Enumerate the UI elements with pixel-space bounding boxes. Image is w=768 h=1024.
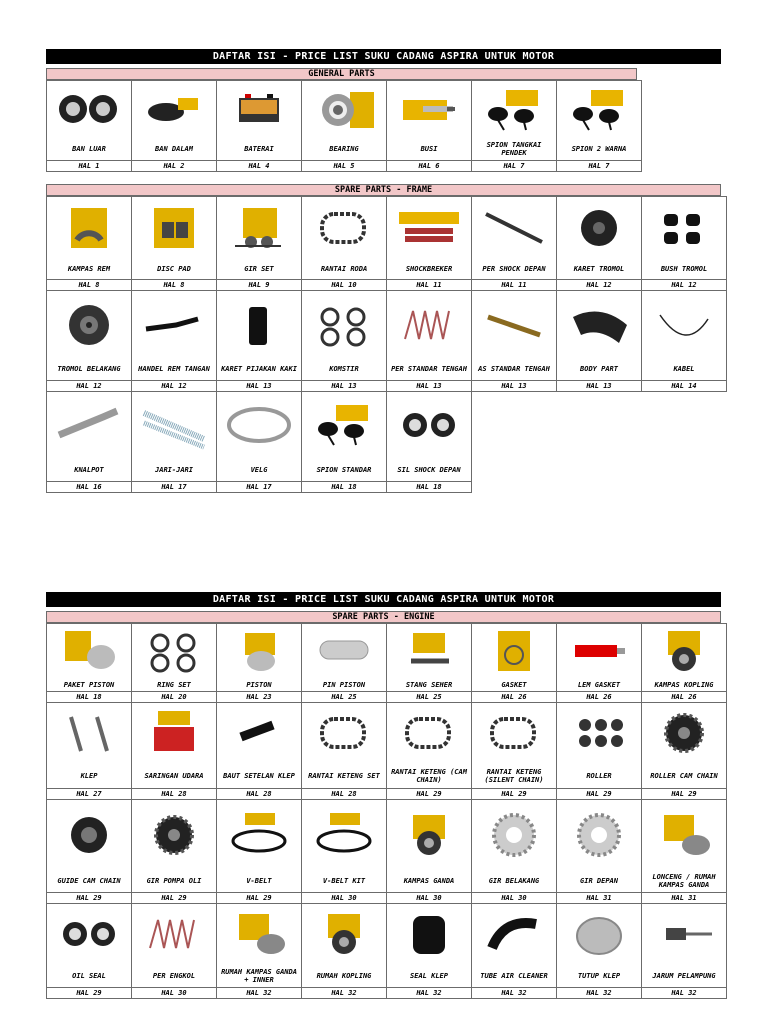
belt-icon <box>217 800 301 869</box>
part-name: RING SET <box>157 680 191 689</box>
part-cell <box>472 623 557 703</box>
part-cell <box>217 196 302 291</box>
part-name: KNALPOT <box>74 465 104 474</box>
page-ref: HAL 2 <box>132 160 216 171</box>
chain-icon <box>302 197 386 258</box>
grid-row <box>47 196 727 291</box>
air-filter-icon <box>132 703 216 763</box>
part-cell <box>557 80 642 172</box>
part-name: ROLLER CAM CHAIN <box>650 771 718 780</box>
page-ref: HAL 7 <box>557 160 641 171</box>
page-ref: HAL 30 <box>302 892 386 903</box>
part-cell <box>557 291 642 392</box>
part-cell <box>472 800 557 904</box>
part-name: PISTON <box>246 680 272 689</box>
part-cell <box>557 196 642 291</box>
clutch-bell-icon <box>217 904 301 964</box>
page-ref: HAL 12 <box>557 279 641 290</box>
part-cell <box>642 703 727 800</box>
part-name: BAN LUAR <box>72 145 106 153</box>
part-name: KARET PIJAKAN KAKI <box>221 365 297 373</box>
sprocket-set-icon <box>217 197 301 258</box>
part-name: KARET TROMOL <box>573 264 625 273</box>
page-ref: HAL 14 <box>642 380 726 391</box>
part-name: KLEP <box>80 771 98 780</box>
drum-icon <box>47 291 131 358</box>
part-cell <box>472 291 557 392</box>
ring-set-icon <box>132 624 216 678</box>
part-cell <box>47 196 132 291</box>
grid-row <box>47 800 727 904</box>
part-cell <box>217 904 302 999</box>
part-cell <box>217 80 302 172</box>
part-cell <box>47 904 132 999</box>
part-name: V-BELT <box>246 876 272 885</box>
page-ref: HAL 11 <box>472 279 556 290</box>
part-name: GASKET <box>501 680 527 689</box>
part-name: GIR POMPA OLI <box>146 876 202 885</box>
part-name: RANTAI KETENG (SILENT CHAIN) <box>484 767 544 784</box>
body-part-icon <box>557 291 641 358</box>
gear-icon <box>132 800 216 869</box>
page-ref: HAL 32 <box>217 987 301 998</box>
foot-rubber-icon <box>217 291 301 358</box>
part-name: BODY PART <box>580 365 618 373</box>
page-title: DAFTAR ISI - PRICE LIST SUKU CADANG ASPIRA UNTUK MOTOR <box>46 49 721 64</box>
part-name: TROMOL BELAKANG <box>57 365 121 373</box>
part-cell <box>387 80 472 172</box>
glue-tube-icon <box>557 624 641 678</box>
part-cell <box>132 392 217 493</box>
part-name: HANDEL REM TANGAN <box>138 365 210 373</box>
page-ref: HAL 32 <box>302 987 386 998</box>
page-ref: HAL 32 <box>557 987 641 998</box>
gasket-icon <box>472 624 556 678</box>
page-ref: HAL 13 <box>302 380 386 391</box>
rubber-damper-icon <box>557 197 641 258</box>
part-name: KAMPAS KOPLING <box>654 680 714 689</box>
page-ref: HAL 29 <box>47 892 131 903</box>
page-ref: HAL 16 <box>47 481 131 492</box>
part-cell <box>217 392 302 493</box>
page-ref: HAL 31 <box>642 892 726 903</box>
part-name: BAUT SETELAN KLEP <box>223 771 295 780</box>
mirror-icon <box>302 392 386 458</box>
part-name: BAN DALAM <box>155 145 193 153</box>
part-cell <box>642 623 727 703</box>
bolt-icon <box>217 703 301 763</box>
part-name: SHOCKBREKER <box>405 264 453 273</box>
page-ref: HAL 31 <box>557 892 641 903</box>
page-ref: HAL 29 <box>47 987 131 998</box>
page-ref: HAL 25 <box>302 691 386 702</box>
ring-set-icon <box>302 291 386 358</box>
part-cell <box>132 623 217 703</box>
part-name: KOMSTIR <box>329 365 359 373</box>
part-name: JARUM PELAMPUNG <box>652 971 716 980</box>
mirror-icon <box>472 81 556 138</box>
section-header-frame: SPARE PARTS - FRAME <box>46 184 721 196</box>
part-name: BEARING <box>329 145 359 153</box>
part-name: SEAL KLEP <box>410 971 448 980</box>
part-name: GIR BELAKANG <box>488 876 540 885</box>
part-name: LONCENG / RUMAH KAMPAS GANDA <box>652 872 716 889</box>
part-name: SPION TANGKAI PENDEK <box>486 141 542 157</box>
clutch-plate-icon <box>302 904 386 964</box>
pin-icon <box>302 624 386 678</box>
part-name: STANG SEHER <box>405 680 453 689</box>
page-ref: HAL 30 <box>132 987 216 998</box>
bush-icon <box>642 197 726 258</box>
part-cell <box>642 291 727 392</box>
part-name: AS STANDAR TENGAH <box>478 365 550 373</box>
part-name: JARI-JARI <box>155 465 193 474</box>
page-ref: HAL 32 <box>642 987 726 998</box>
conrod-icon <box>387 624 471 678</box>
part-cell <box>217 291 302 392</box>
part-name: RUMAH KAMPAS GANDA + INNER <box>221 967 297 984</box>
part-cell <box>557 904 642 999</box>
part-cell <box>387 703 472 800</box>
page-ref: HAL 17 <box>132 481 216 492</box>
valve-icon <box>47 703 131 763</box>
page-ref: HAL 28 <box>217 788 301 799</box>
page-ref: HAL 4 <box>217 160 301 171</box>
page-ref: HAL 20 <box>132 691 216 702</box>
page-ref: HAL 5 <box>302 160 386 171</box>
grid-row <box>47 623 727 703</box>
part-cell <box>302 904 387 999</box>
part-cell <box>47 291 132 392</box>
part-name: V-BELT KIT <box>322 876 366 885</box>
axle-icon <box>472 291 556 358</box>
page-ref: HAL 23 <box>217 691 301 702</box>
page-ref: HAL 29 <box>472 788 556 799</box>
bearing-icon <box>302 81 386 138</box>
part-cell <box>47 623 132 703</box>
part-name: KAMPAS REM <box>67 264 111 273</box>
part-name: DISC PAD <box>157 264 191 273</box>
page-ref: HAL 28 <box>132 788 216 799</box>
part-name: SPION STANDAR <box>316 465 372 474</box>
page-ref: HAL 18 <box>47 691 131 702</box>
rod-icon <box>472 197 556 258</box>
part-name: LEM GASKET <box>577 680 621 689</box>
page-ref: HAL 13 <box>217 380 301 391</box>
section-header-engine: SPARE PARTS - ENGINE <box>46 611 721 623</box>
sprocket-icon <box>472 800 556 869</box>
part-cell <box>642 196 727 291</box>
belt-icon <box>302 800 386 869</box>
grid-row <box>47 80 642 172</box>
part-cell <box>132 904 217 999</box>
page-ref: HAL 32 <box>387 987 471 998</box>
page-ref: HAL 26 <box>472 691 556 702</box>
part-cell <box>557 623 642 703</box>
page-ref: HAL 12 <box>132 380 216 391</box>
part-name: PER ENGKOL <box>152 971 196 980</box>
page-ref: HAL 1 <box>47 160 131 171</box>
page-ref: HAL 28 <box>302 788 386 799</box>
page-ref: HAL 30 <box>472 892 556 903</box>
cap-icon <box>557 904 641 964</box>
page-ref: HAL 26 <box>642 691 726 702</box>
part-cell <box>47 80 132 172</box>
part-cell <box>132 196 217 291</box>
page-ref: HAL 11 <box>387 279 471 290</box>
part-name: GIR SET <box>244 264 274 273</box>
page-ref: HAL 29 <box>642 788 726 799</box>
spring-icon <box>132 904 216 964</box>
part-name: PIN PISTON <box>322 680 366 689</box>
part-name: OIL SEAL <box>72 971 106 980</box>
part-cell <box>387 196 472 291</box>
page-ref: HAL 13 <box>472 380 556 391</box>
tire-icon <box>47 81 131 138</box>
part-cell <box>302 291 387 392</box>
part-name: RANTAI KETENG (CAM CHAIN) <box>391 767 467 784</box>
general-parts-grid <box>46 80 642 172</box>
disc-pad-icon <box>132 197 216 258</box>
part-cell <box>472 904 557 999</box>
lever-icon <box>132 291 216 358</box>
page-ref: HAL 7 <box>472 160 556 171</box>
piston-kit-icon <box>47 624 131 678</box>
part-cell <box>472 703 557 800</box>
part-name: ROLLER <box>586 771 612 780</box>
grid-row <box>47 904 727 999</box>
part-cell <box>472 196 557 291</box>
page-ref: HAL 18 <box>387 481 471 492</box>
seal-icon <box>387 392 471 458</box>
part-name: RANTAI KETENG SET <box>308 771 380 780</box>
grid-row <box>47 703 727 800</box>
part-name: TUTUP KLEP <box>577 971 621 980</box>
page-ref: HAL 10 <box>302 279 386 290</box>
hose-icon <box>472 904 556 964</box>
part-cell <box>302 196 387 291</box>
page-ref: HAL 27 <box>47 788 131 799</box>
clutch-plate-icon <box>642 624 726 678</box>
part-cell <box>387 904 472 999</box>
shock-absorber-icon <box>387 197 471 258</box>
exhaust-icon <box>47 392 131 458</box>
rim-icon <box>217 392 301 458</box>
chain-icon <box>302 703 386 763</box>
chain-icon <box>387 703 471 763</box>
frame-parts-grid <box>46 196 727 493</box>
part-cell <box>132 80 217 172</box>
spring-icon <box>387 291 471 358</box>
part-name: BUSI <box>420 145 438 153</box>
page-title: DAFTAR ISI - PRICE LIST SUKU CADANG ASPIRA UNTUK MOTOR <box>46 592 721 607</box>
chain-icon <box>472 703 556 763</box>
section-header-general: GENERAL PARTS <box>46 68 637 80</box>
part-cell <box>217 703 302 800</box>
part-cell <box>557 703 642 800</box>
clutch-bell-icon <box>642 800 726 869</box>
part-name: SPION 2 WARNA <box>571 145 627 153</box>
boot-icon <box>387 904 471 964</box>
part-cell <box>302 80 387 172</box>
part-cell <box>47 392 132 493</box>
part-name: GUIDE CAM CHAIN <box>57 876 121 885</box>
page-ref: HAL 29 <box>217 892 301 903</box>
page-ref: HAL 29 <box>132 892 216 903</box>
part-cell <box>132 291 217 392</box>
page-ref: HAL 9 <box>217 279 301 290</box>
engine-parts-grid <box>46 623 727 999</box>
part-name: VELG <box>250 465 268 474</box>
part-cell <box>302 623 387 703</box>
page-ref: HAL 26 <box>557 691 641 702</box>
page-ref: HAL 13 <box>557 380 641 391</box>
mirror-icon <box>557 81 641 138</box>
page-ref: HAL 12 <box>642 279 726 290</box>
part-name: GIR DEPAN <box>580 876 618 885</box>
sprocket-icon <box>557 800 641 869</box>
page-ref: HAL 8 <box>47 279 131 290</box>
grid-row <box>47 392 727 493</box>
part-cell <box>387 291 472 392</box>
part-name: BATERAI <box>244 145 274 153</box>
part-name: SARINGAN UDARA <box>144 771 204 780</box>
part-cell <box>472 80 557 172</box>
part-cell <box>217 623 302 703</box>
part-cell <box>557 800 642 904</box>
needle-icon <box>642 904 726 964</box>
part-cell <box>387 392 472 493</box>
brake-shoe-icon <box>47 197 131 258</box>
part-cell <box>132 703 217 800</box>
clutch-plate-icon <box>387 800 471 869</box>
part-name: KAMPAS GANDA <box>403 876 455 885</box>
spark-plug-icon <box>387 81 471 138</box>
page-ref: HAL 13 <box>387 380 471 391</box>
wheel-icon <box>47 800 131 869</box>
part-name: PAKET PISTON <box>63 680 115 689</box>
part-name: TUBE AIR CLEANER <box>480 971 548 980</box>
page-ref: HAL 25 <box>387 691 471 702</box>
part-cell <box>642 904 727 999</box>
seal-icon <box>47 904 131 964</box>
part-cell <box>302 703 387 800</box>
part-cell <box>47 703 132 800</box>
part-cell <box>47 800 132 904</box>
part-cell <box>387 800 472 904</box>
part-name: PER STANDAR TENGAH <box>391 365 467 373</box>
part-cell <box>387 623 472 703</box>
part-cell <box>302 800 387 904</box>
part-cell <box>642 800 727 904</box>
piston-icon <box>217 624 301 678</box>
part-cell <box>302 392 387 493</box>
roller-icon <box>557 703 641 763</box>
battery-icon <box>217 81 301 138</box>
part-name: SIL SHOCK DEPAN <box>397 465 461 474</box>
page-ref: HAL 29 <box>387 788 471 799</box>
part-name: RUMAH KOPLING <box>316 971 372 980</box>
cable-icon <box>642 291 726 358</box>
inner-tube-icon <box>132 81 216 138</box>
page-ref: HAL 6 <box>387 160 471 171</box>
page-ref: HAL 18 <box>302 481 386 492</box>
part-name: BUSH TROMOL <box>660 264 708 273</box>
grid-row <box>47 291 727 392</box>
page-ref: HAL 30 <box>387 892 471 903</box>
gear-icon <box>642 703 726 763</box>
page-ref: HAL 29 <box>557 788 641 799</box>
spokes-icon <box>132 392 216 458</box>
page-ref: HAL 17 <box>217 481 301 492</box>
part-cell <box>217 800 302 904</box>
page-ref: HAL 12 <box>47 380 131 391</box>
part-cell <box>132 800 217 904</box>
part-name: PER SHOCK DEPAN <box>482 264 546 273</box>
part-name: KABEL <box>673 365 695 373</box>
page-ref: HAL 32 <box>472 987 556 998</box>
part-name: RANTAI RODA <box>320 264 368 273</box>
page-ref: HAL 8 <box>132 279 216 290</box>
